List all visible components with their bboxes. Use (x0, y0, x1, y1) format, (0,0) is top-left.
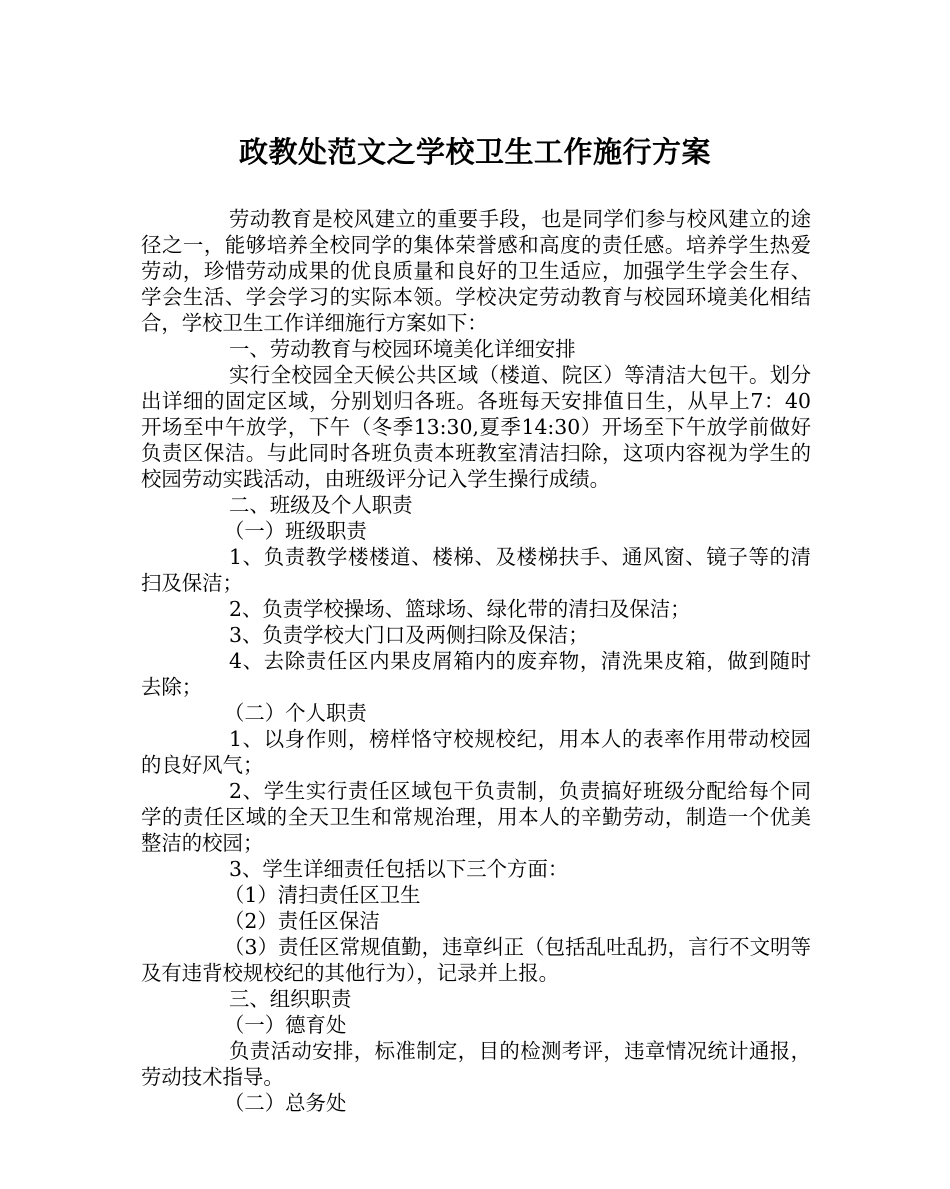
paragraph: 3、学生详细责任包括以下三个方面： (229, 857, 569, 881)
document-title: 政教处范文之学校卫生工作施行方案 (238, 135, 711, 169)
paragraph: （2）责任区保洁 (224, 909, 380, 933)
paragraph: 负责活动安排，标准制定，目的检测考评，违章情况统计通报，劳动技术指导。 (141, 1039, 811, 1089)
paragraph: 4、去除责任区内果皮屑箱内的废弃物，清洗果皮箱，做到随时去除； (141, 649, 811, 699)
paragraph: 劳动教育是校风建立的重要手段，也是同学们参与校风建立的途径之一，能够培养全校同学的集体荣誉感和高度的责任感。培养学生热爱劳动，珍惜劳动成果的优良质量和良好的卫生适应，加强学生学会生存、学会生活、学会学习的实际本领。学校决定劳动教育与校园环境美化相结合，学校卫生工作详细施行方案如下： (141, 207, 811, 335)
paragraph: （二）总务处 (224, 1091, 347, 1115)
paragraph: 一、劳动教育与校园环境美化详细安排 (229, 337, 576, 361)
paragraph: 3、负责学校大门口及两侧扫除及保洁； (229, 623, 589, 647)
paragraph: （3）责任区常规值勤，违章纠正（包括乱吐乱扔，言行不文明等及有违背校规校纪的其他行为），记录并上报。 (141, 935, 811, 985)
paragraph: 二、班级及个人职责 (229, 493, 413, 517)
paragraph: （1）清扫责任区卫生 (224, 883, 421, 907)
paragraph: 实行全校园全天候公共区域（楼道、院区）等清洁大包干。划分出详细的固定区域，分别划归各班。各班每天安排值日生，从早上7：40开场至中午放学，下午（冬季13:30,夏季14:30）开场至下午放学前做好负责区保洁。与此同时各班负责本班教室清洁扫除，这项内容视为学生的校园劳动实践活动，由班级评分记入学生操行成绩。 (141, 363, 811, 491)
paragraph: 2、负责学校操场、篮球场、绿化带的清扫及保洁； (229, 597, 691, 621)
paragraph: 1、负责教学楼楼道、楼梯、及楼梯扶手、通风窗、镜子等的清扫及保洁； (141, 545, 811, 595)
paragraph: （一）班级职责 (224, 519, 367, 543)
paragraph: 2、学生实行责任区域包干负责制，负责搞好班级分配给每个同学的责任区域的全天卫生和常规治理，用本人的辛勤劳动，制造一个优美整洁的校园； (141, 779, 811, 855)
paragraph: 三、组织职责 (229, 987, 352, 1011)
paragraph: （二）个人职责 (224, 701, 367, 725)
paragraph: 1、以身作则，榜样恪守校规校纪，用本人的表率作用带动校园的良好风气； (141, 727, 811, 777)
document-body (141, 206, 811, 1116)
paragraph: （一）德育处 (224, 1013, 347, 1037)
